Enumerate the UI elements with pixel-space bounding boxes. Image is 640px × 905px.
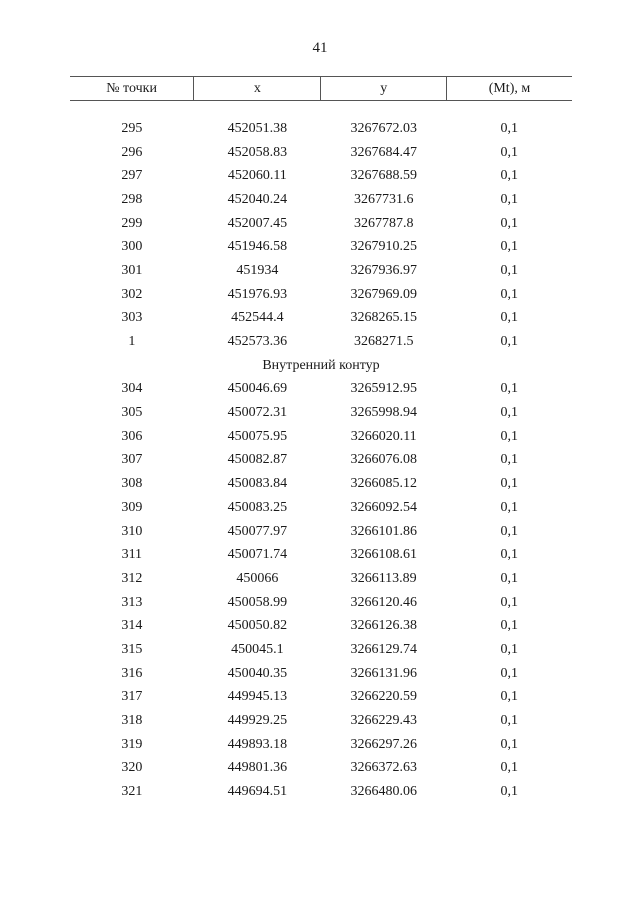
table-row	[70, 283, 572, 307]
cell-point-number: 321	[121, 784, 143, 800]
cell-x: 450071.74	[227, 547, 288, 563]
cell-mt: 0,1	[500, 428, 518, 444]
cell-mt: 0,1	[500, 381, 518, 397]
cell-x: 452007.45	[227, 215, 288, 231]
cell-point-number: 312	[121, 570, 143, 586]
cell-point-number: 308	[121, 476, 143, 492]
table-header	[70, 77, 572, 101]
cell-mt: 0,1	[500, 499, 518, 515]
cell-x: 450082.87	[227, 452, 288, 468]
cell-mt: 0,1	[500, 286, 518, 302]
cell-point-number: 314	[121, 618, 143, 634]
cell-mt: 0,1	[500, 689, 518, 705]
table-row	[70, 520, 572, 544]
cell-y: 3267688.59	[350, 168, 417, 184]
cell-y: 3266020.11	[350, 428, 417, 444]
cell-y: 3267787.8	[353, 215, 414, 231]
cell-mt: 0,1	[500, 641, 518, 657]
cell-x: 449929.25	[227, 713, 288, 729]
cell-point-number: 1	[128, 334, 136, 350]
cell-point-number: 317	[121, 689, 143, 705]
cell-x: 450058.99	[227, 594, 288, 610]
cell-mt: 0,1	[500, 476, 518, 492]
table-row	[70, 496, 572, 520]
header-point-number: № точки	[70, 77, 194, 101]
cell-point-number: 311	[121, 547, 143, 563]
table-row	[70, 425, 572, 449]
cell-point-number: 296	[121, 144, 143, 160]
table-row	[70, 757, 572, 781]
cell-x: 452058.83	[227, 144, 288, 160]
cell-x: 449694.51	[227, 784, 288, 800]
cell-point-number: 298	[121, 191, 143, 207]
cell-x: 450083.84	[227, 476, 288, 492]
cell-y: 3266229.43	[350, 713, 417, 729]
cell-x: 452573.36	[227, 334, 288, 350]
cell-y: 3266372.63	[350, 760, 417, 776]
cell-y: 3266076.08	[350, 452, 417, 468]
table-row	[70, 686, 572, 710]
cell-y: 3266480.06	[350, 784, 417, 800]
cell-y: 3267684.47	[350, 144, 417, 160]
cell-point-number: 306	[121, 428, 143, 444]
table-row	[70, 472, 572, 496]
cell-point-number: 303	[121, 310, 143, 326]
cell-mt: 0,1	[500, 168, 518, 184]
cell-y: 3266108.61	[350, 547, 417, 563]
cell-mt: 0,1	[500, 120, 518, 136]
cell-x: 450083.25	[227, 499, 288, 515]
cell-mt: 0,1	[500, 713, 518, 729]
table-row	[70, 259, 572, 283]
cell-point-number: 307	[121, 452, 143, 468]
table-row	[70, 662, 572, 686]
table-row	[70, 638, 572, 662]
cell-mt: 0,1	[500, 215, 518, 231]
header-y: y	[321, 77, 446, 101]
table-row	[70, 117, 572, 141]
table-row	[70, 235, 572, 259]
cell-x: 451934	[236, 262, 279, 278]
table-row	[70, 307, 572, 331]
cell-y: 3266101.86	[350, 523, 417, 539]
cell-y: 3266085.12	[350, 476, 417, 492]
cell-x: 450046.69	[227, 381, 288, 397]
spacer-row	[70, 101, 572, 118]
cell-point-number: 305	[121, 405, 143, 421]
cell-point-number: 310	[121, 523, 143, 539]
cell-x: 449801.36	[227, 760, 288, 776]
cell-point-number: 309	[121, 499, 143, 515]
table-row	[70, 709, 572, 733]
cell-mt: 0,1	[500, 547, 518, 563]
cell-y: 3266120.46	[350, 594, 417, 610]
header-x: x	[194, 77, 321, 101]
cell-mt: 0,1	[500, 570, 518, 586]
cell-x: 452051.38	[227, 120, 288, 136]
cell-y: 3267910.25	[350, 239, 417, 255]
table-row	[70, 401, 572, 425]
cell-mt: 0,1	[500, 784, 518, 800]
cell-x: 449893.18	[227, 736, 288, 752]
cell-mt: 0,1	[500, 262, 518, 278]
cell-x: 450075.95	[227, 428, 288, 444]
cell-x: 450045.1	[231, 641, 284, 657]
cell-point-number: 316	[121, 665, 143, 681]
cell-x: 450050.82	[227, 618, 288, 634]
cell-point-number: 319	[121, 736, 143, 752]
header-mt: (Mt), м	[446, 77, 572, 101]
cell-mt: 0,1	[500, 736, 518, 752]
header-row	[70, 77, 572, 101]
cell-x: 450066	[236, 570, 279, 586]
cell-x: 452040.24	[227, 191, 288, 207]
table-row	[70, 780, 572, 804]
cell-mt: 0,1	[500, 523, 518, 539]
table-row	[70, 733, 572, 757]
cell-y: 3266129.74	[350, 641, 417, 657]
table-row	[70, 567, 572, 591]
cell-point-number: 318	[121, 713, 143, 729]
cell-mt: 0,1	[500, 405, 518, 421]
cell-mt: 0,1	[500, 760, 518, 776]
cell-point-number: 313	[121, 594, 143, 610]
cell-x: 452060.11	[227, 168, 287, 184]
cell-y: 3265998.94	[350, 405, 417, 421]
cell-point-number: 297	[121, 168, 143, 184]
spacer-cell	[70, 101, 572, 118]
page-number: 41	[312, 40, 328, 56]
table-row	[70, 591, 572, 615]
cell-y: 3268271.5	[353, 334, 414, 350]
cell-point-number: 320	[121, 760, 143, 776]
cell-y: 3266131.96	[350, 665, 417, 681]
table-row	[70, 164, 572, 188]
cell-y: 3266113.89	[350, 570, 417, 586]
table-row	[70, 141, 572, 165]
cell-y: 3266220.59	[350, 689, 417, 705]
section-row	[70, 354, 572, 378]
cell-x: 452544.4	[231, 310, 284, 326]
cell-point-number: 304	[121, 381, 143, 397]
table-row	[70, 378, 572, 402]
cell-y: 3267731.6	[353, 191, 414, 207]
table-row	[70, 543, 572, 567]
section-label: Внутренний контур	[262, 357, 380, 373]
cell-mt: 0,1	[500, 310, 518, 326]
cell-x: 450040.35	[227, 665, 288, 681]
cell-y: 3268265.15	[350, 310, 417, 326]
cell-mt: 0,1	[500, 618, 518, 634]
table-row	[70, 449, 572, 473]
cell-x: 449945.13	[227, 689, 288, 705]
cell-y: 3267936.97	[350, 262, 417, 278]
cell-point-number: 301	[121, 262, 143, 278]
cell-x: 450072.31	[227, 405, 288, 421]
coordinates-table	[70, 76, 572, 804]
cell-mt: 0,1	[500, 191, 518, 207]
table-row	[70, 330, 572, 354]
cell-y: 3266297.26	[350, 736, 417, 752]
cell-y: 3266092.54	[350, 499, 417, 515]
table-row	[70, 188, 572, 212]
cell-y: 3267672.03	[350, 120, 417, 136]
cell-y: 3267969.09	[350, 286, 417, 302]
table-row	[70, 614, 572, 638]
cell-x: 450077.97	[227, 523, 288, 539]
cell-point-number: 299	[121, 215, 143, 231]
cell-point-number: 302	[121, 286, 143, 302]
table-row	[70, 212, 572, 236]
cell-mt: 0,1	[500, 665, 518, 681]
cell-mt: 0,1	[500, 594, 518, 610]
cell-point-number: 300	[121, 239, 143, 255]
cell-x: 451946.58	[227, 239, 288, 255]
cell-y: 3266126.38	[350, 618, 417, 634]
cell-point-number: 315	[121, 641, 143, 657]
cell-mt: 0,1	[500, 452, 518, 468]
table-body	[70, 101, 572, 804]
cell-mt: 0,1	[500, 334, 518, 350]
cell-point-number: 295	[121, 120, 143, 136]
cell-x: 451976.93	[227, 286, 288, 302]
cell-y: 3265912.95	[350, 381, 417, 397]
cell-mt: 0,1	[500, 144, 518, 160]
cell-mt: 0,1	[500, 239, 518, 255]
